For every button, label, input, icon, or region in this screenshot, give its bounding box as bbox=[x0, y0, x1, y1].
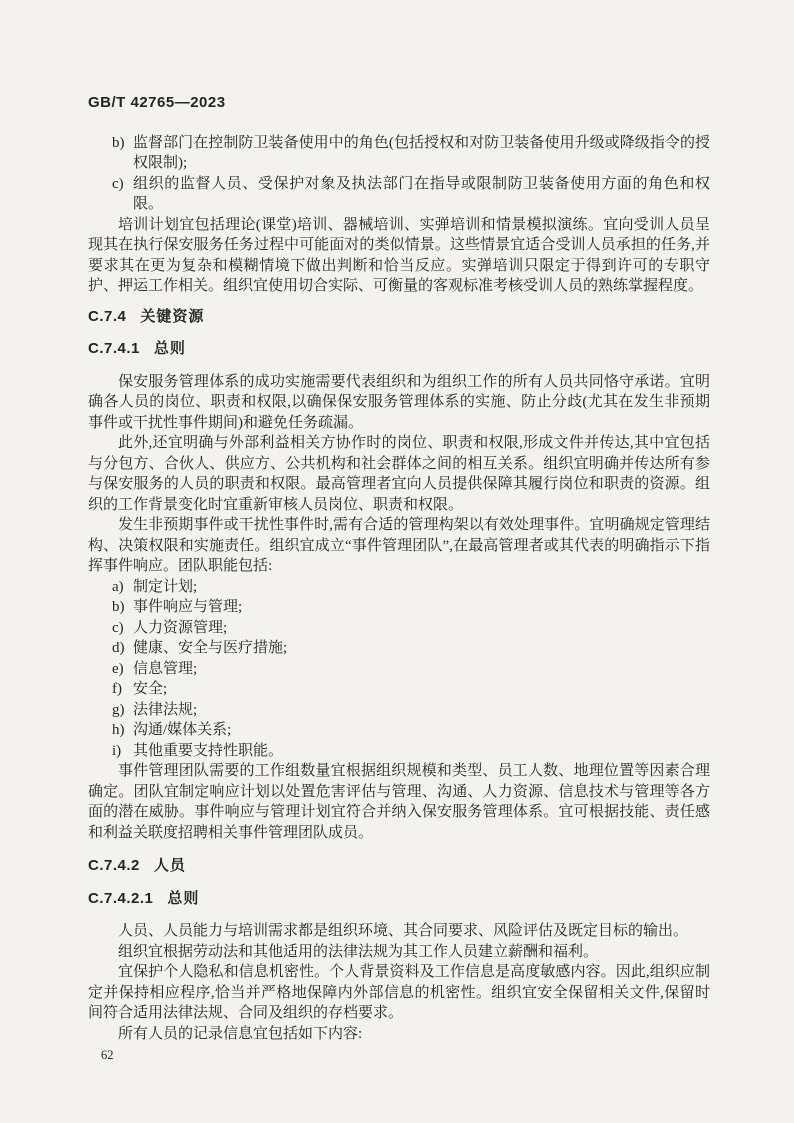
team-functions-list bbox=[88, 577, 710, 762]
section-number: C.7.4.1 bbox=[88, 340, 140, 357]
list-item-text: 其他重要支持性职能。 bbox=[133, 742, 284, 759]
paragraph-c7421-1: 人员、人员能力与培训需求都是组织环境、其合同要求、风险评估及既定目标的输出。 bbox=[118, 923, 689, 939]
list-item bbox=[88, 720, 710, 741]
section-title: 人员 bbox=[153, 857, 186, 874]
list-item-text: 安全; bbox=[133, 681, 168, 697]
list-item-text: 健康、安全与医疗措施; bbox=[133, 640, 288, 656]
list-item bbox=[88, 659, 710, 680]
list-item bbox=[88, 679, 710, 700]
list-item-text: 组织的监督人员、受保护对象及执法部门在指导或限制防卫装备使用方面的角色和权限。 bbox=[133, 175, 710, 212]
list-item bbox=[88, 700, 710, 721]
list-item bbox=[88, 133, 710, 174]
section-title: 关键资源 bbox=[140, 307, 205, 325]
list-item-label: a) bbox=[112, 578, 124, 595]
list-item-text: 沟通/媒体关系; bbox=[133, 722, 232, 738]
list-item-label: c) bbox=[112, 175, 124, 192]
paragraph-c7421-2: 组织宜根据劳动法和其他适用的法律法规为其工作人员建立薪酬和福利。 bbox=[118, 943, 599, 960]
section-number: C.7.4.2.1 bbox=[88, 889, 154, 907]
paragraph-training-plan: 培训计划宜包括理论(课堂)培训、器械培训、实弹培训和情景模拟演练。宜向受训人员呈现其在执行保安服务任务过程中可能面对的类似情景。这些情景宜适合受训人员承担的任务,并要求其在更为复杂和模糊情境下做出判断和恰当反应。实弹培训只限定于得到许可的专职守护、押运工作相关。组织宜使用切合实际、可衡量的客观标准考核受训人员的熟练掌握程度。 bbox=[88, 216, 710, 294]
list-item-label: b) bbox=[112, 134, 125, 151]
list-item-label: c) bbox=[112, 619, 124, 636]
section-heading-c7421 bbox=[88, 889, 710, 910]
list-item-label: e) bbox=[112, 660, 124, 677]
paragraph-c741-3: 发生非预期事件或干扰性事件时,需有合适的管理构架以有效处理事件。宜明确规定管理结构、决策权限和实施责任。组织宜成立“事件管理团队”,在最高管理者或其代表的明确指示下指挥事件响应。团队职能包括: bbox=[88, 517, 710, 574]
list-item-label: i) bbox=[112, 742, 122, 759]
list-item-label: f) bbox=[112, 681, 122, 697]
list-item bbox=[88, 741, 710, 762]
section-heading-c74 bbox=[88, 307, 710, 328]
list-item-label: b) bbox=[112, 599, 125, 615]
section-heading-c741 bbox=[88, 339, 710, 360]
section-number: C.7.4.2 bbox=[88, 857, 140, 874]
paragraph-c741-4: 事件管理团队需要的工作组数量宜根据组织规模和类型、员工人数、地理位置等因素合理确定。团队宜制定响应计划以处置危害评估与管理、沟通、人力资源、信息技术与管理等各方面的潜在威胁。事件响应与管理计划宜符合并纳入保安服务管理体系。宜可根据技能、责任感和利益关联度招聘相关事件管理团队成员。 bbox=[88, 763, 710, 841]
list-item bbox=[88, 638, 710, 659]
page-number: 62 bbox=[101, 1048, 114, 1062]
list-item-label: g) bbox=[112, 701, 125, 718]
standard-number-header: GB/T 42765—2023 bbox=[88, 94, 226, 111]
list-item-text: 事件响应与管理; bbox=[133, 599, 243, 615]
list-item bbox=[88, 618, 710, 639]
section-number: C.7.4 bbox=[88, 307, 127, 325]
list-item bbox=[88, 174, 710, 215]
list-item-text: 制定计划; bbox=[133, 578, 198, 595]
intro-list bbox=[88, 133, 710, 215]
paragraph-c741-1: 保安服务管理体系的成功实施需要代表组织和为组织工作的所有人员共同恪守承诺。宜明确各人员的岗位、职责和权限,以确保保安服务管理体系的实施、防止分歧(尤其在发生非预期事件或干扰性事件期间)和避免任务疏漏。 bbox=[88, 373, 710, 431]
list-item-label: d) bbox=[112, 640, 125, 656]
paragraph-c7421-3: 宜保护个人隐私和信息机密性。个人背景资料及工作信息是高度敏感内容。因此,组织应制定并保持相应程序,恰当并严格地保障内外部信息的机密性。组织宜安全保留相关文件,保留时间符合适用法律法规、合同及组织的存档要求。 bbox=[88, 964, 710, 1021]
paragraph-c7421-4: 所有人员的记录信息宜包括如下内容: bbox=[118, 1025, 363, 1042]
section-title: 总则 bbox=[167, 889, 200, 907]
list-item bbox=[88, 577, 710, 598]
list-item-text: 信息管理; bbox=[133, 660, 198, 677]
list-item-text: 监督部门在控制防卫装备使用中的角色(包括授权和对防卫装备使用升级或降级指令的授权限制); bbox=[133, 134, 710, 171]
list-item-text: 人力资源管理; bbox=[133, 619, 228, 636]
list-item bbox=[88, 597, 710, 618]
section-title: 总则 bbox=[153, 340, 186, 357]
section-heading-c742 bbox=[88, 856, 710, 877]
paragraph-c741-2: 此外,还宜明确与外部利益相关方协作时的岗位、职责和权限,形成文件并传达,其中宜包括与分包方、合伙人、供应方、公共机构和社会群体之间的相互关系。组织宜明确并传达所有参与保安服务的人员的职责和权限。最高管理者宜向人员提供保障其履行岗位和职责的资源。组织的工作背景变化时宜重新审核人员岗位、职责和权限。 bbox=[88, 435, 710, 513]
list-item-text: 法律法规; bbox=[133, 701, 198, 718]
list-item-label: h) bbox=[112, 722, 125, 738]
